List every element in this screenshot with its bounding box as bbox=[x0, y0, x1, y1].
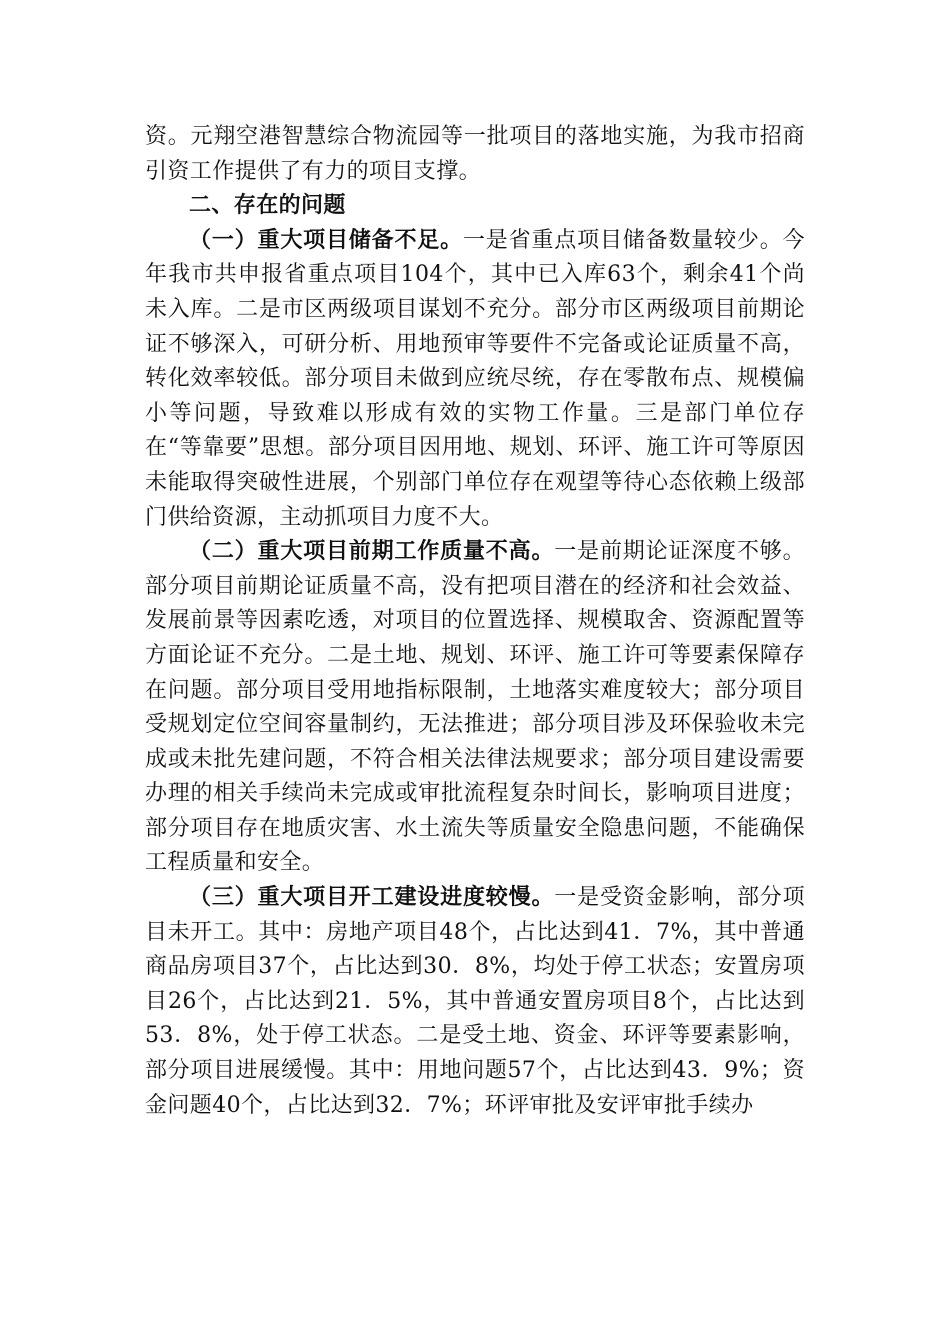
paragraph-project-reserve bbox=[145, 224, 805, 535]
paragraph-lead: （二）重大项目前期工作质量不高。 bbox=[189, 539, 555, 565]
document-page bbox=[145, 120, 805, 1123]
paragraph-body: 一是受资金影响，部分项目未开工。其中：房地产项目48个，占比达到41．7%，其中普通商品房项目37个，占比达到30．8%，均处于停工状态；安置房项目26个，占比达到21．5%，其中普通安置房项目8个，占比达到53．8%，处于停工状态。二是受土地、资金、环评等要素影响，部分项目进展缓慢。其中：用地问题57个，占比达到43．9%；资金问题40个，占比达到32．7%；环评审批及安评审批手续办 bbox=[145, 885, 806, 1118]
paragraph-lead: （一）重大项目储备不足。 bbox=[189, 227, 463, 253]
continuation-paragraph: 资。元翔空港智慧综合物流园等一批项目的落地实施，为我市招商引资工作提供了有力的项目支撑。 bbox=[145, 124, 805, 184]
paragraph-body: 一是前期论证深度不够。部分项目前期论证质量不高，没有把项目潜在的经济和社会效益、发展前景等因素吃透，对项目的位置选择、规模取舍、资源配置等方面论证不充分。二是土地、规划、环评、施工许可等要素保障存在问题。部分项目受用地指标限制，土地落实难度较大；部分项目受规划定位空间容量制约，无法推进；部分项目涉及环保验收未完成或未批先建问题，不符合相关法律法规要求；部分项目建设需要办理的相关手续尚未完成或审批流程复杂时间长，影响项目进度；部分项目存在地质灾害、水土流失等质量安全隐患问题，不能确保工程质量和安全。 bbox=[145, 539, 806, 876]
section-heading: 二、存在的问题 bbox=[189, 193, 346, 219]
paragraph-lead: （三）重大项目开工建设进度较慢。 bbox=[189, 885, 555, 911]
paragraph-construction-progress bbox=[145, 881, 805, 1123]
paragraph-preliminary-work bbox=[145, 535, 805, 881]
paragraph-body: 一是省重点项目储备数量较少。今年我市共申报省重点项目104个，其中已入库63个，剩余41个尚未入库。二是市区两级项目谋划不充分。部分市区两级项目前期论证不够深入，可研分析、用地预审等要件不完备或论证质量不高，转化效率较低。部分项目未做到应统尽统，存在零散布点、规模偏小等问题，导致难以形成有效的实物工作量。三是部门单位存在“等靠要”思想。部分项目因用地、规划、环评、施工许可等原因未能取得突破性进展，个别部门单位存在观望等待心态依赖上级部门供给资源，主动抓项目力度不大。 bbox=[145, 227, 805, 530]
